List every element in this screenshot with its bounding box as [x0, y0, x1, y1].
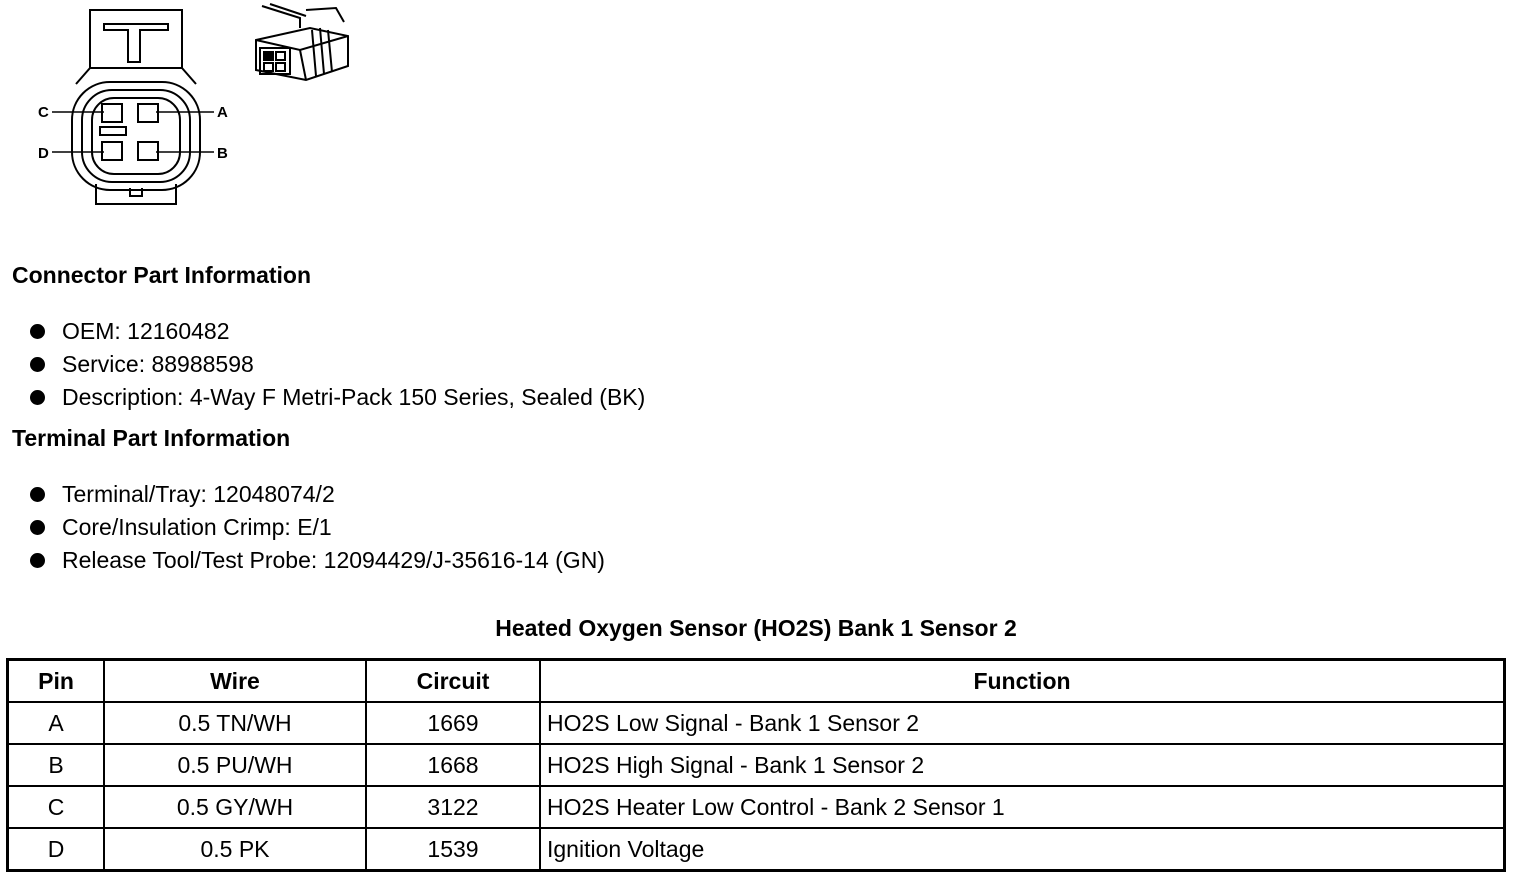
bullet-icon: [30, 390, 45, 405]
terminal-info-title: Terminal Part Information: [12, 425, 291, 451]
bullet-icon: [30, 324, 45, 339]
terminal-crimp: Core/Insulation Crimp: E/1: [62, 514, 332, 540]
cell-pin: D: [8, 828, 105, 871]
connector-face-view: [52, 10, 214, 204]
list-item: [12, 478, 605, 511]
cell-function: HO2S Heater Low Control - Bank 2 Sensor 1: [540, 786, 1505, 828]
table-row: [8, 744, 1505, 786]
pin-table: [6, 658, 1506, 872]
connector-description: Description: 4-Way F Metri-Pack 150 Series, Sealed (BK): [62, 384, 646, 410]
cell-wire: 0.5 PU/WH: [104, 744, 366, 786]
pin-label-d: D: [38, 145, 49, 162]
header-wire: Wire: [104, 660, 366, 703]
bullet-icon: [30, 553, 45, 568]
header-function: Function: [540, 660, 1505, 703]
list-item: [12, 348, 645, 381]
cell-pin: C: [8, 786, 105, 828]
table-row: [8, 702, 1505, 744]
cell-function: Ignition Voltage: [540, 828, 1505, 871]
header-circuit: Circuit: [366, 660, 540, 703]
pin-label-b: B: [217, 145, 228, 162]
terminal-tray: Terminal/Tray: 12048074/2: [62, 481, 335, 507]
connector-service: Service: 88988598: [62, 351, 254, 377]
cell-wire: 0.5 GY/WH: [104, 786, 366, 828]
cell-circuit: 1668: [366, 744, 540, 786]
cell-pin: B: [8, 744, 105, 786]
bullet-icon: [30, 487, 45, 502]
table-row: [8, 828, 1505, 871]
connector-info-list: [12, 315, 645, 414]
cell-function: HO2S High Signal - Bank 1 Sensor 2: [540, 744, 1505, 786]
connector-oem: OEM: 12160482: [62, 318, 230, 344]
cell-circuit: 3122: [366, 786, 540, 828]
list-item: [12, 544, 605, 577]
cell-wire: 0.5 TN/WH: [104, 702, 366, 744]
table-row: [8, 786, 1505, 828]
connector-diagram: [0, 0, 380, 215]
terminal-release-tool: Release Tool/Test Probe: 12094429/J-35616-14 (GN): [62, 547, 605, 573]
connector-info-title: Connector Part Information: [12, 262, 312, 288]
bullet-icon: [30, 357, 45, 372]
bullet-icon: [30, 520, 45, 535]
pin-table-title: Heated Oxygen Sensor (HO2S) Bank 1 Sensor 2: [495, 615, 1017, 641]
cell-circuit: 1539: [366, 828, 540, 871]
connector-isometric-view: [256, 4, 348, 80]
list-item: [12, 315, 645, 348]
cell-circuit: 1669: [366, 702, 540, 744]
cell-function: HO2S Low Signal - Bank 1 Sensor 2: [540, 702, 1505, 744]
terminal-info-list: [12, 478, 605, 577]
pin-label-a: A: [217, 104, 228, 121]
list-item: [12, 511, 605, 544]
pin-label-c: C: [38, 104, 49, 121]
header-pin: Pin: [8, 660, 105, 703]
list-item: [12, 381, 645, 414]
cell-pin: A: [8, 702, 105, 744]
cell-wire: 0.5 PK: [104, 828, 366, 871]
table-header-row: [8, 660, 1505, 703]
